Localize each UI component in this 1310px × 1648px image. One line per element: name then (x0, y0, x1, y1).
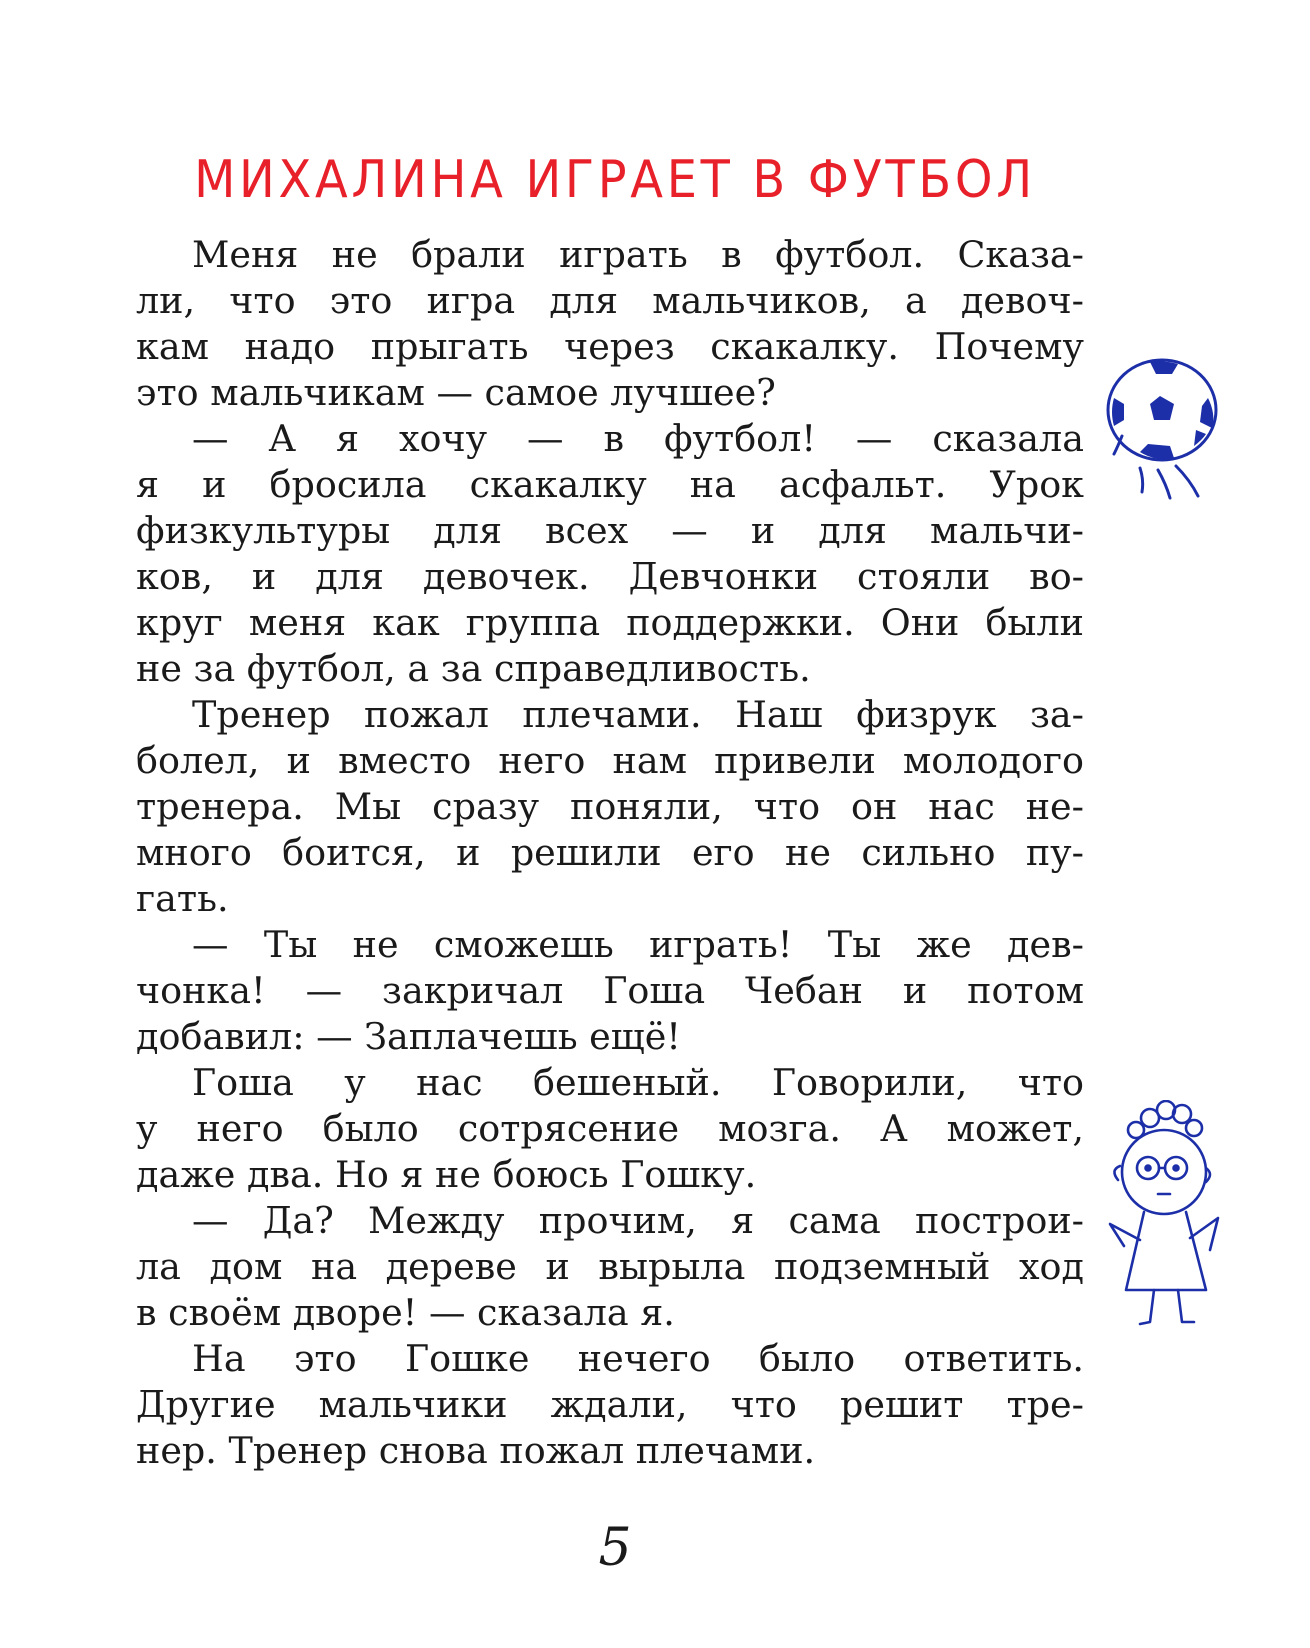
text-line: — Да? Между прочим, я сама построи- (192, 1199, 1084, 1242)
text-line: тренера. Мы сразу поняли, что он нас не- (136, 785, 1084, 828)
text-line: это мальчикам — самое лучшее? (136, 371, 776, 414)
text-line: Гоша у нас бешеный. Говорили, что (192, 1061, 1084, 1104)
text-line: кам надо прыгать через скакалку. Почему (136, 325, 1084, 368)
text-line: болел, и вместо него нам привели молодого (136, 739, 1084, 782)
text-line: На это Гошке нечего было ответить. (192, 1337, 1084, 1380)
body-text (136, 232, 1084, 1474)
text-line: Меня не брали играть в футбол. Сказа- (192, 233, 1084, 276)
text-line: у него было сотрясение мозга. А может, (136, 1107, 1084, 1150)
text-line: ли, что это игра для мальчиков, а девоч- (136, 279, 1084, 322)
text-line: я и бросила скакалку на асфальт. Урок (136, 463, 1084, 506)
text-line: ков, и для девочек. Девчонки стояли во- (136, 555, 1084, 598)
text-line: много боится, и решили его не сильно пу- (136, 831, 1084, 874)
text-line: физкультуры для всех — и для мальчи- (136, 509, 1084, 552)
text-line: нер. Тренер снова пожал плечами. (136, 1429, 816, 1472)
text-line: Другие мальчики ждали, что решит тре- (136, 1383, 1084, 1426)
text-line: чонка! — закричал Гоша Чебан и потом (136, 969, 1084, 1012)
text-line: круг меня как группа поддержки. Они были (136, 601, 1084, 644)
text-line: — Ты не сможешь играть! Ты же дев- (192, 923, 1084, 966)
text-line: даже два. Но я не боюсь Гошку. (136, 1153, 757, 1196)
page-number: 5 (598, 1518, 632, 1578)
text-line: не за футбол, а за справедливость. (136, 647, 811, 690)
chapter-title: МИХАЛИНА ИГРАЕТ В ФУТБОЛ (194, 150, 1036, 210)
text-line: — А я хочу — в футбол! — сказала (192, 417, 1084, 460)
text-line: добавил: — Заплачешь ещё! (136, 1015, 681, 1058)
text-line: в своём дворе! — сказала я. (136, 1291, 675, 1334)
text-line: гать. (136, 877, 229, 920)
text-line: ла дом на дереве и вырыла подземный ход (136, 1245, 1084, 1288)
text-line: Тренер пожал плечами. Наш физрук за- (192, 693, 1084, 736)
girl-with-glasses-icon (1100, 1100, 1250, 1340)
soccer-ball-icon (1100, 358, 1270, 528)
